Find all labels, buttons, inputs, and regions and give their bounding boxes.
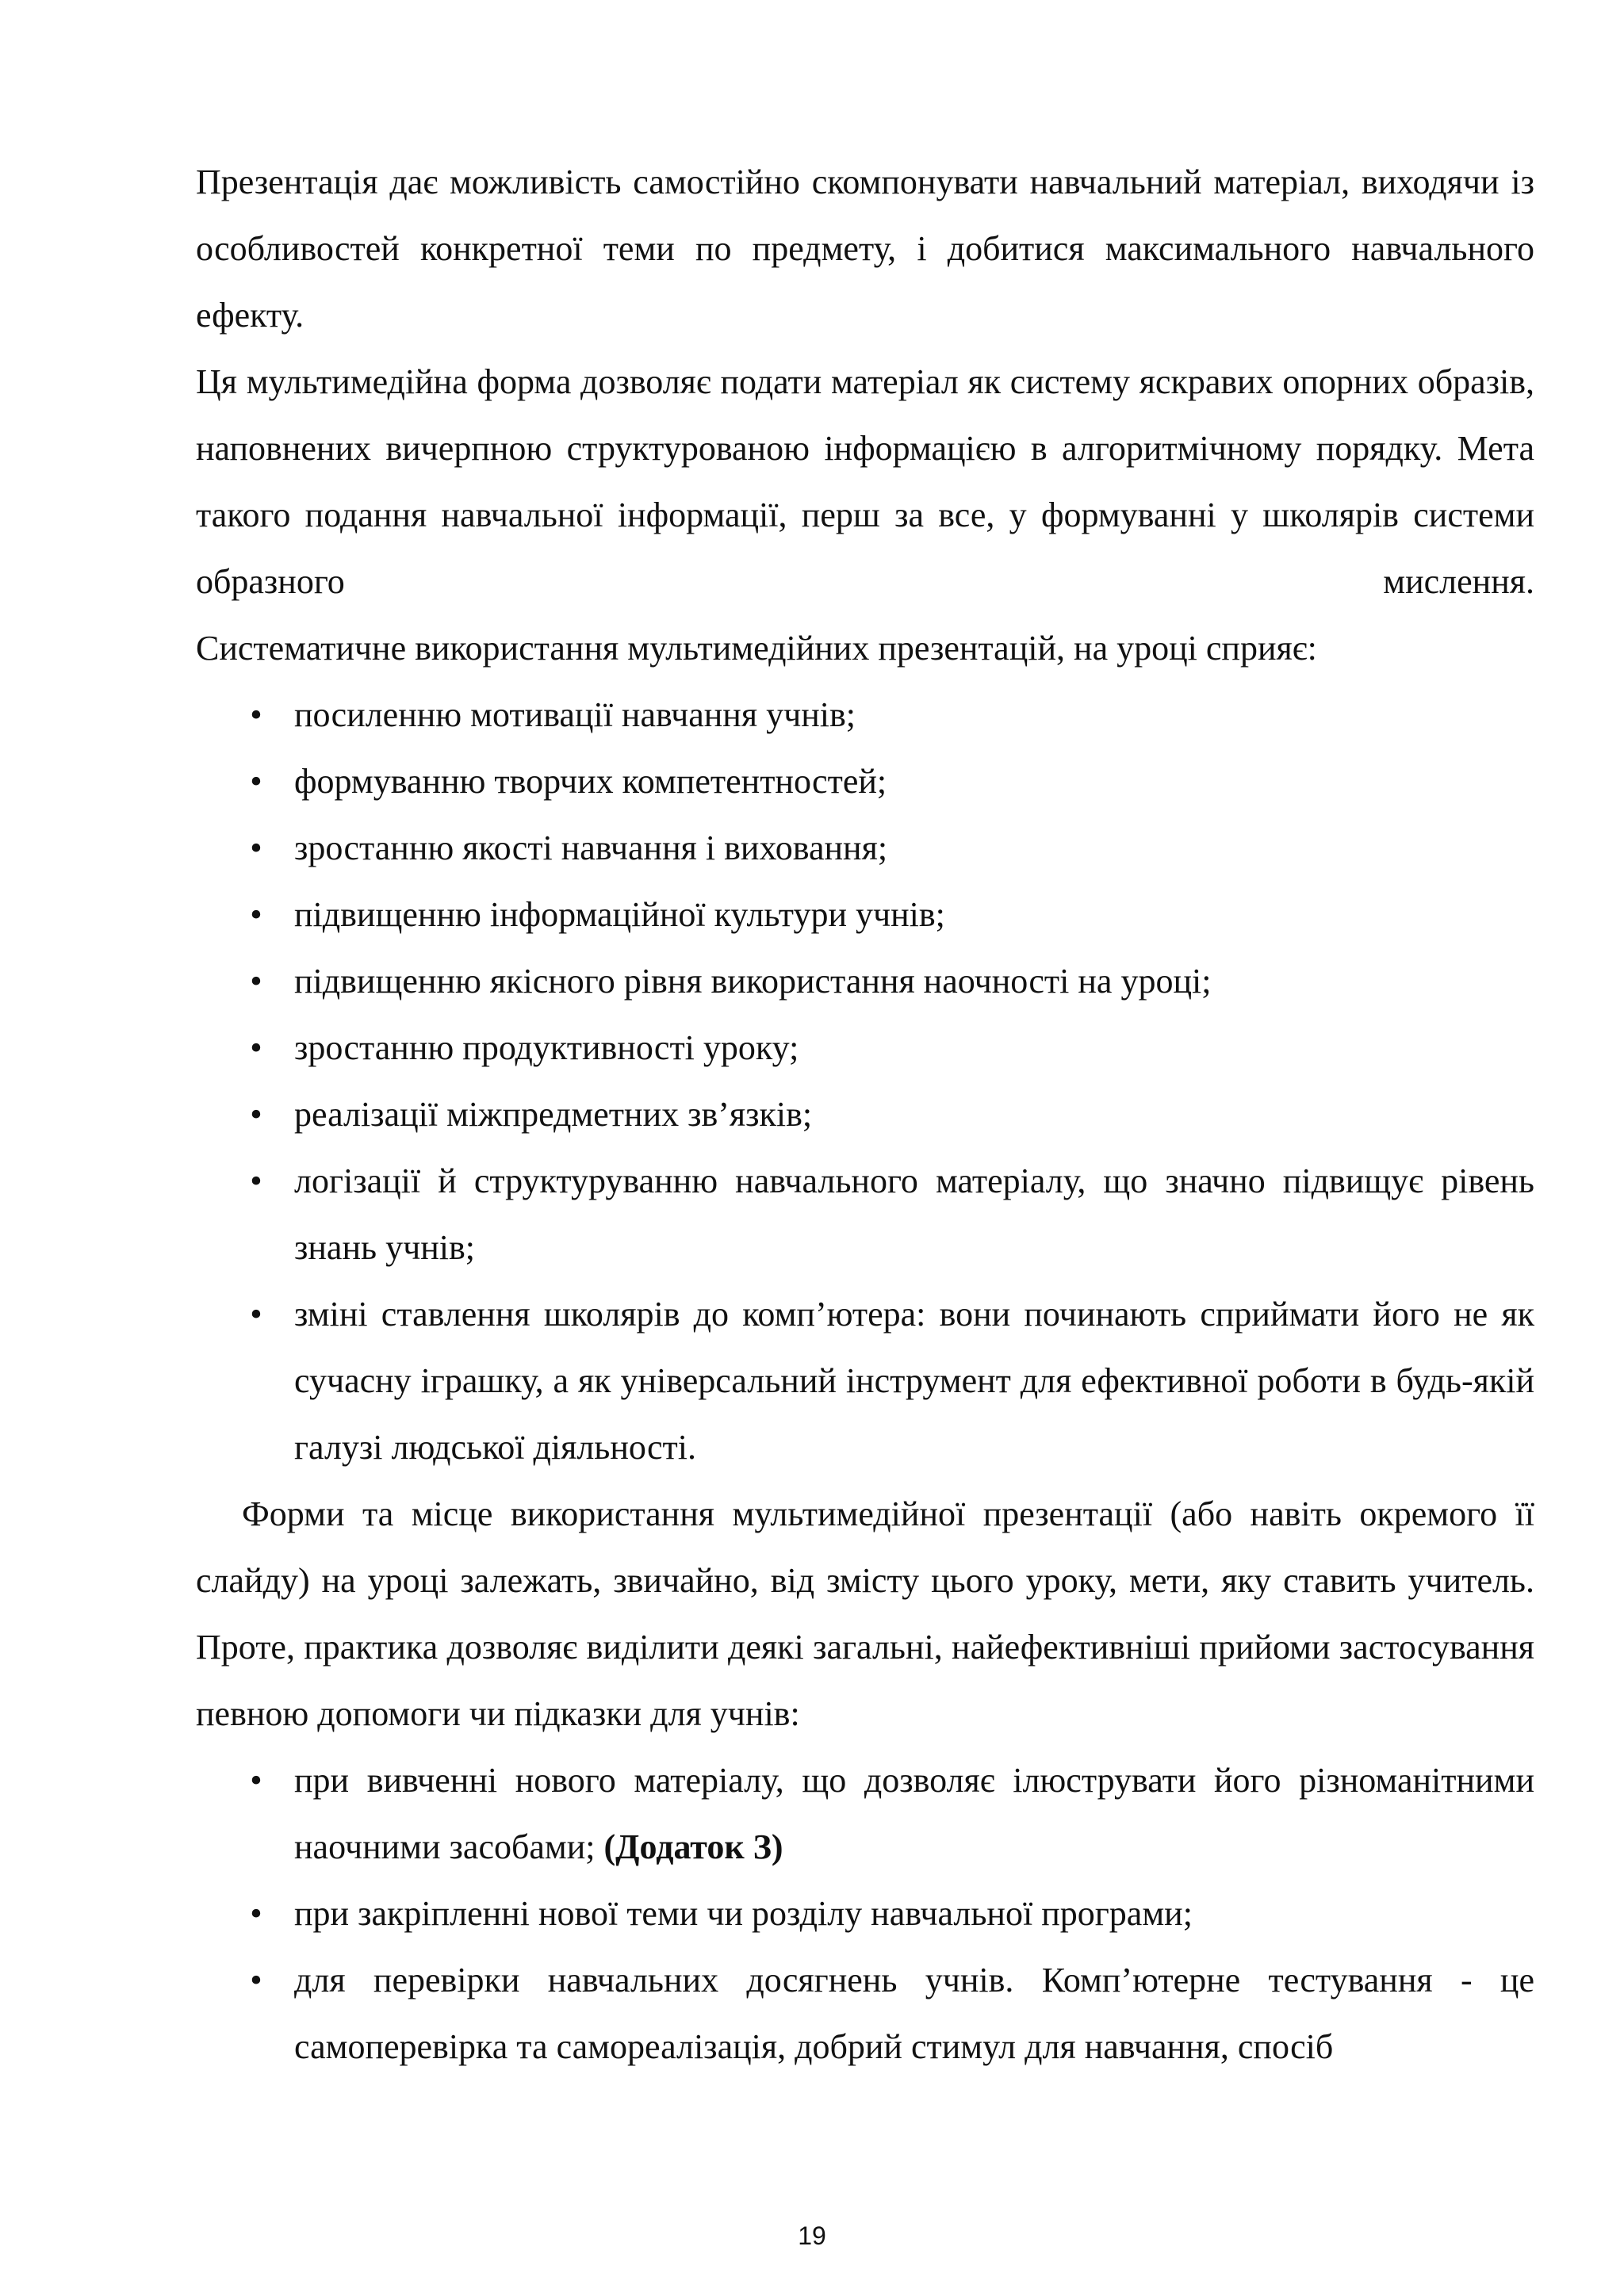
bullet-icon: • [250, 1095, 262, 1134]
list-item: • логізації й структуруванню навчального матеріалу, що значно підвищує рівень знань учнів; [196, 1148, 1534, 1281]
benefits-list [196, 682, 1534, 1481]
list-item: • при закріпленні нової теми чи розділу навчальної програми; [196, 1881, 1534, 1947]
methods-list [196, 1747, 1534, 2080]
bullet-icon: • [250, 695, 262, 734]
forms-paragraph: Форми та місце використання мультимедійної презентації (або навіть окремого її слайду) на уроці залежать, звичайно, від змісту цього уроку, мети, яку ставить учитель. Проте, практика дозволяє виділити деякі загальні, найефективніші прийоми застосування певною допомоги чи підказки для учнів: [196, 1494, 1534, 1733]
page-number: 19 [798, 2221, 826, 2250]
list-item: • реалізації міжпредметних зв’язків; [196, 1081, 1534, 1148]
bullet-icon: • [250, 1028, 262, 1067]
bullet-icon: • [250, 828, 262, 867]
bullet-icon: • [250, 1761, 262, 1800]
list-item: • зростанню продуктивності уроку; [196, 1015, 1534, 1081]
bullet-icon: • [250, 1295, 262, 1334]
bullet-icon: • [250, 1961, 262, 1999]
bullet-icon: • [250, 1894, 262, 1933]
list-item: • зростанню якості навчання і виховання; [196, 815, 1534, 882]
list-item: • для перевірки навчальних досягнень учнів. Комп’ютерне тестування - це самоперевірка та самореалізація, добрий стимул для навчання, спосіб [196, 1947, 1534, 2080]
list-item: • зміні ставлення школярів до комп’ютера: вони починають сприймати його не як сучасну іграшку, а як універсальний інструмент для ефективної роботи в будь-якій галузі людської діяльності. [196, 1281, 1534, 1481]
bullet-icon: • [250, 895, 262, 934]
intro-paragraph-1: Презентація дає можливість самостійно скомпонувати навчальний матеріал, виходячи із особливостей конкретної теми по предмету, і добитися максимального навчального ефекту. [196, 163, 1534, 335]
bullet-icon: • [250, 1161, 262, 1200]
appendix-reference: (Додаток З) [603, 1827, 783, 1866]
page-body [196, 149, 1534, 2080]
intro-paragraph-2: Ця мультимедійна форма дозволяє подати матеріал як систему яскравих опорних образів, наповнених вичерпною структурованою інформацією в алгоритмічному порядку. Мета такого подання навчальної інформації, перш за все, у формуванні у школярів системи образного мислення. [196, 362, 1534, 601]
bullet-icon: • [250, 762, 262, 801]
list-item: • формуванню творчих компетентностей; [196, 748, 1534, 815]
intro-paragraph-3: Систематичне використання мультимедійних презентацій, на уроці сприяє: [196, 629, 1317, 668]
list-item: • підвищенню інформаційної культури учнів; [196, 882, 1534, 948]
list-item: • при вивченні нового матеріалу, що дозволяє ілюструвати його різноманітними наочними засобами; (Додаток З) [196, 1747, 1534, 1881]
bullet-icon: • [250, 962, 262, 1001]
list-item: • підвищенню якісного рівня використання наочності на уроці; [196, 948, 1534, 1015]
list-item: • посиленню мотивації навчання учнів; [196, 682, 1534, 748]
